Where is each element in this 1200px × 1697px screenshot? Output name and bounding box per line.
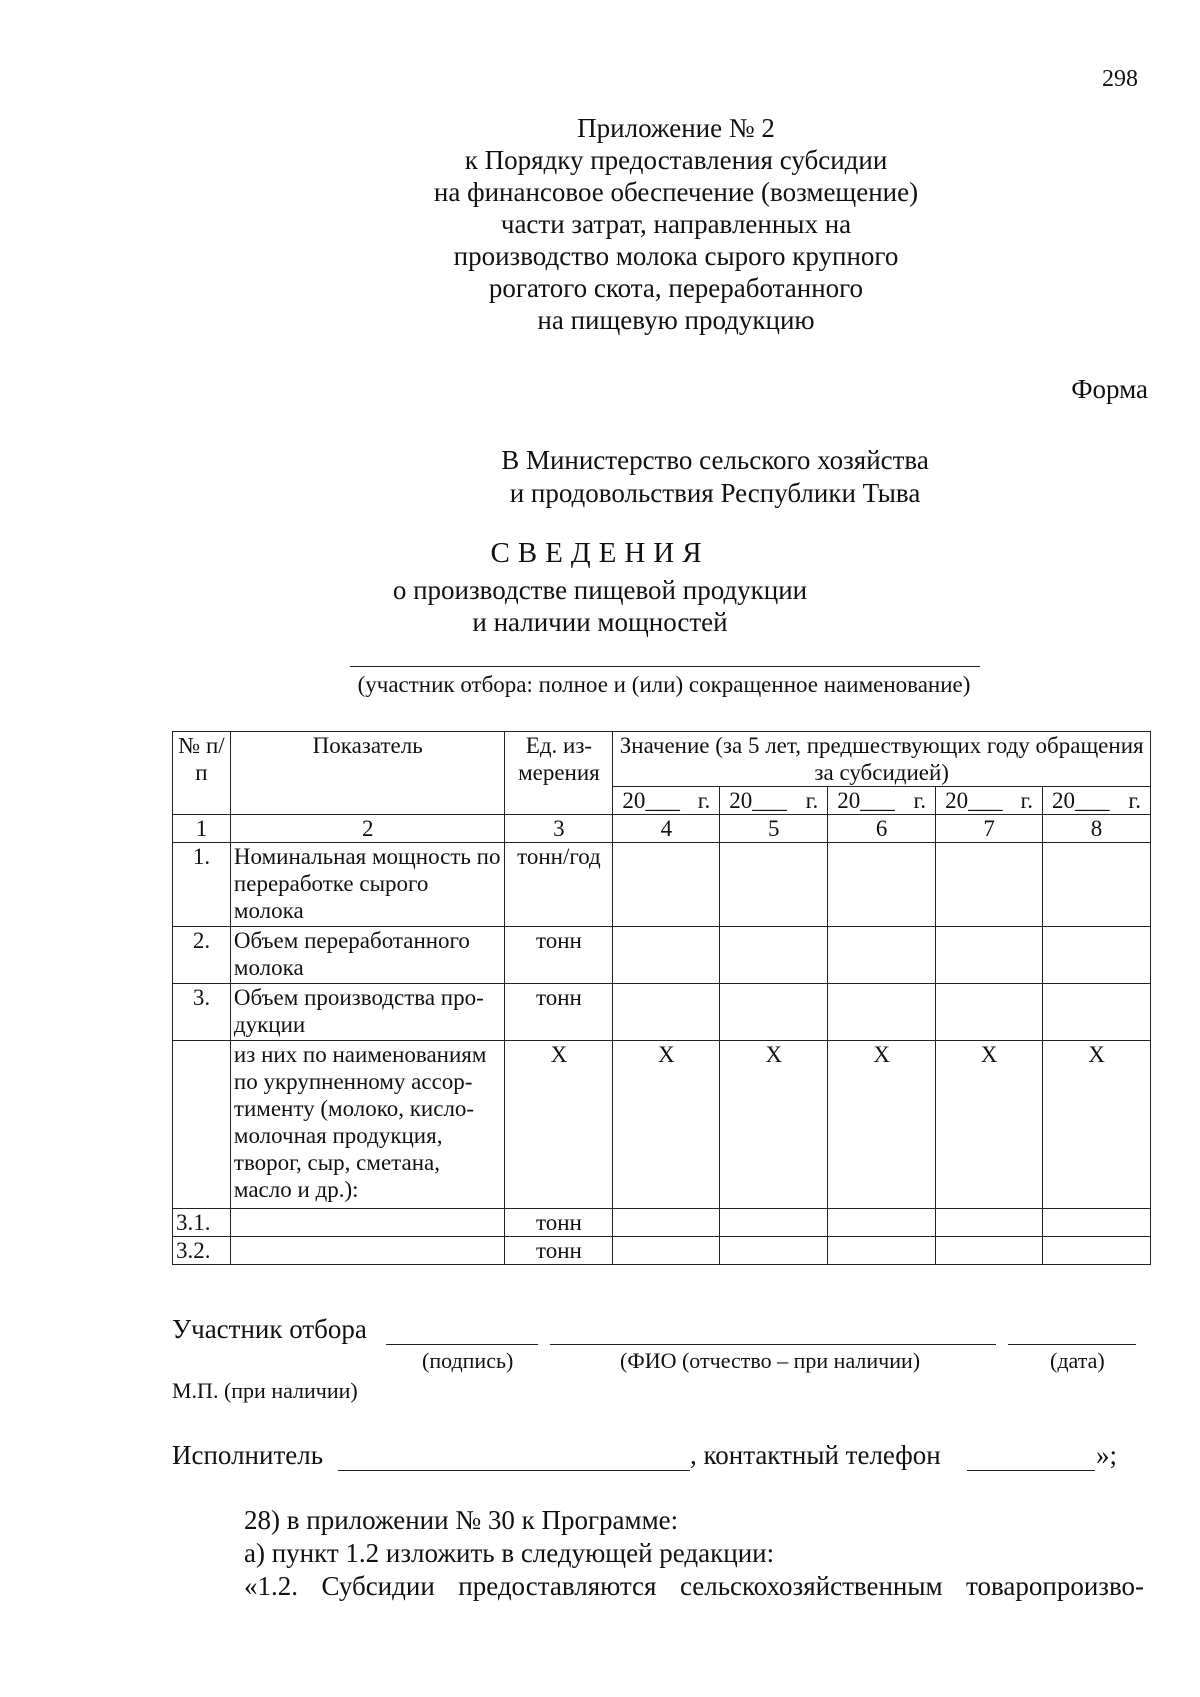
column-number: 3 <box>505 815 613 843</box>
row-value[interactable] <box>613 1237 720 1265</box>
row-value[interactable] <box>1043 927 1151 984</box>
participant-name-line <box>350 666 980 667</box>
header-value: Значение (за 5 лет, предшествующих году обращения за субсидией) <box>613 732 1151 787</box>
document-subtitle <box>0 574 1200 638</box>
addressee <box>0 444 1200 510</box>
row-indicator: Объем переработанного молока <box>230 927 505 984</box>
row-value[interactable] <box>613 984 720 1041</box>
executor-label: Исполнитель <box>172 1440 324 1470</box>
stamp-label: М.П. (при наличии) <box>172 1378 358 1403</box>
body-line: 28) в приложении № 30 к Программе: <box>244 1505 679 1535</box>
row-value: Х <box>720 1041 828 1209</box>
row-value[interactable] <box>720 1209 828 1237</box>
row-num: 3.1. <box>173 1209 231 1237</box>
signature-line[interactable] <box>386 1344 538 1345</box>
header-year: 20___ г. <box>720 787 828 815</box>
table-row <box>173 927 1151 984</box>
row-num <box>173 1041 231 1209</box>
row-value[interactable] <box>1043 1237 1151 1265</box>
row-unit: тонн <box>505 927 613 984</box>
row-value[interactable] <box>720 843 828 927</box>
column-number: 1 <box>173 815 231 843</box>
closing-mark: »; <box>1096 1440 1118 1470</box>
row-value[interactable] <box>613 1209 720 1237</box>
header-unit: Ед. из-мерения <box>505 732 613 815</box>
row-value[interactable] <box>613 843 720 927</box>
row-value: Х <box>1043 1041 1151 1209</box>
column-number: 5 <box>720 815 828 843</box>
row-unit: тонн <box>505 1237 613 1265</box>
row-value[interactable] <box>720 1237 828 1265</box>
row-unit: Х <box>505 1041 613 1209</box>
subtitle-line: и наличии мощностей <box>472 607 728 637</box>
row-value[interactable] <box>936 984 1043 1041</box>
row-value[interactable] <box>828 984 936 1041</box>
table-row <box>173 1041 1151 1209</box>
executor-row <box>172 1440 1152 1476</box>
header-year: 20___ г. <box>1043 787 1151 815</box>
row-indicator: Номинальная мощность по переработке сырого молока <box>230 843 505 927</box>
column-number: 2 <box>230 815 505 843</box>
addressee-line: и продовольствия Республики Тыва <box>509 478 921 508</box>
row-value[interactable] <box>936 1237 1043 1265</box>
appendix-line: к Порядку предоставления субсидии <box>464 145 888 175</box>
row-indicator: из них по наименованиям по укрупненному ассор-тименту (молоко, кисло-молочная продукция, творог, сыр, сметана, масло и др.): <box>230 1041 505 1209</box>
header-year: 20___ г. <box>828 787 936 815</box>
row-unit: тонн/год <box>505 843 613 927</box>
appendix-header <box>336 112 1016 336</box>
row-value[interactable] <box>828 927 936 984</box>
form-label: Форма <box>1071 374 1148 404</box>
subtitle-line: о производстве пищевой продукции <box>392 575 808 605</box>
row-indicator: Объем производства про-дукции <box>230 984 505 1041</box>
row-value[interactable] <box>828 1237 936 1265</box>
row-value[interactable] <box>1043 843 1151 927</box>
body-line: «1.2. Субсидии предоставляются сельскохозяйственным товаропроизво- <box>244 1571 1144 1601</box>
appendix-line: части затрат, направленных на <box>500 209 852 239</box>
row-value[interactable] <box>720 984 828 1041</box>
row-num: 1. <box>173 843 231 927</box>
column-number: 4 <box>613 815 720 843</box>
name-line[interactable] <box>550 1344 996 1345</box>
appendix-line: на финансовое обеспечение (возмещение) <box>433 177 919 207</box>
row-num: 3. <box>173 984 231 1041</box>
row-value[interactable] <box>720 927 828 984</box>
row-indicator[interactable] <box>230 1209 505 1237</box>
header-year: 20___ г. <box>936 787 1043 815</box>
header-num: № п/п <box>173 732 231 815</box>
row-value[interactable] <box>936 1209 1043 1237</box>
row-value[interactable] <box>936 927 1043 984</box>
row-value: Х <box>936 1041 1043 1209</box>
phone-label: , контактный телефон <box>690 1440 941 1470</box>
signature-caption: (подпись) <box>422 1348 514 1373</box>
header-year: 20___ г. <box>613 787 720 815</box>
table-row <box>173 1209 1151 1237</box>
page-number: 298 <box>1102 66 1138 92</box>
phone-line[interactable] <box>967 1470 1095 1471</box>
appendix-line: производство молока сырого крупного <box>453 241 899 271</box>
row-value[interactable] <box>936 843 1043 927</box>
table-row <box>173 1237 1151 1265</box>
row-num: 2. <box>173 927 231 984</box>
column-number: 8 <box>1043 815 1151 843</box>
appendix-line: рогатого скота, переработанного <box>488 273 864 303</box>
table-row <box>173 984 1151 1041</box>
row-value[interactable] <box>1043 984 1151 1041</box>
data-table <box>172 731 1151 1265</box>
row-num: 3.2. <box>173 1237 231 1265</box>
row-value: Х <box>613 1041 720 1209</box>
body-text <box>244 1504 1144 1603</box>
column-number: 6 <box>828 815 936 843</box>
row-unit: тонн <box>505 1209 613 1237</box>
addressee-line: В Министерство сельского хозяйства <box>501 445 929 475</box>
row-unit: тонн <box>505 984 613 1041</box>
row-value[interactable] <box>828 843 936 927</box>
participant-caption: (участник отбора: полное и (или) сокращенное наименование) <box>357 672 971 697</box>
date-caption: (дата) <box>1050 1348 1105 1373</box>
header-indicator: Показатель <box>230 732 505 815</box>
column-number: 7 <box>936 815 1043 843</box>
name-caption: (ФИО (отчество – при наличии) <box>620 1348 921 1373</box>
appendix-line: на пищевую продукцию <box>537 305 815 335</box>
signature-label: Участник отбора <box>172 1314 367 1344</box>
appendix-line: Приложение № 2 <box>577 113 775 143</box>
date-line[interactable] <box>1008 1344 1136 1345</box>
body-line: а) пункт 1.2 изложить в следующей редакции: <box>244 1538 775 1568</box>
table-row <box>173 843 1151 927</box>
document-title: СВЕДЕНИЯ <box>490 537 710 569</box>
row-indicator[interactable] <box>230 1237 505 1265</box>
row-value[interactable] <box>828 1209 936 1237</box>
executor-line[interactable] <box>338 1470 690 1471</box>
row-value[interactable] <box>613 927 720 984</box>
row-value: Х <box>828 1041 936 1209</box>
column-numbers-row <box>173 815 1151 843</box>
row-value[interactable] <box>1043 1209 1151 1237</box>
